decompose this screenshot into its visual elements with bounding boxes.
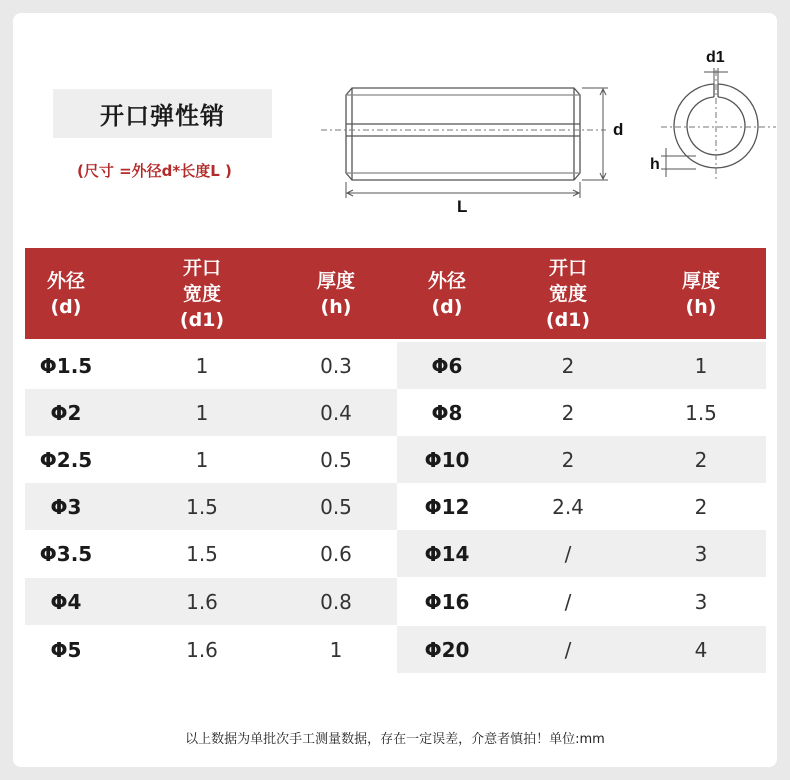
header-outer-diameter: 外径 (d) [46,269,85,318]
cell-outer-diameter-2: Φ20 [424,637,470,662]
table-row [25,436,766,483]
cell-outer-diameter: Φ5 [50,637,82,662]
opening-width-label: d1 [706,49,725,66]
page-title: 开口弹性销 [53,89,272,138]
table-row [25,389,766,436]
cell-opening-width-2: / [564,589,572,614]
cell-outer-diameter-2: Φ12 [424,494,470,519]
cell-thickness: 0.8 [320,589,352,614]
cell-opening-width-2: / [564,541,572,566]
cell-thickness: 1 [329,637,343,662]
cell-outer-diameter-2: Φ8 [431,400,463,425]
diameter-label: d [613,120,624,139]
cell-opening-width-2: 2 [561,400,575,425]
cell-outer-diameter: Φ4 [50,589,82,614]
cell-opening-width: 1.6 [186,637,218,662]
header-opening-width-2: 开口 宽度 (d1) [545,256,591,331]
cell-opening-width: 1.5 [186,494,218,519]
cell-opening-width-2: 2 [561,447,575,472]
cell-thickness-2: 3 [694,541,708,566]
header-outer-diameter-2: 外径 (d) [427,269,466,318]
pin-diagram [316,40,776,220]
cell-opening-width: 1.5 [186,541,218,566]
dimension-note: (尺寸 =外径d*长度L ) [77,162,232,180]
cell-thickness-2: 3 [694,589,708,614]
cell-thickness-2: 1 [694,353,708,378]
cell-outer-diameter-2: Φ6 [431,353,463,378]
cell-outer-diameter: Φ1.5 [39,353,93,378]
thickness-label: h [650,156,660,173]
footer-note: 以上数据为单批次手工测量数据，存在一定误差，介意者慎拍！单位:mm [185,732,605,747]
header-thickness-2: 厚度 (h) [681,269,720,318]
cell-outer-diameter: Φ2 [50,400,82,425]
header-opening-width: 开口 宽度 (d1) [179,256,225,331]
cell-thickness: 0.3 [320,353,352,378]
cell-outer-diameter: Φ2.5 [39,447,93,472]
cell-thickness: 0.6 [320,541,352,566]
cell-opening-width: 1 [195,353,209,378]
cell-thickness: 0.4 [320,400,352,425]
cell-opening-width-2: 2.4 [552,494,584,519]
cell-thickness-2: 1.5 [685,400,717,425]
cell-thickness-2: 2 [694,447,708,472]
pin-side-view [346,88,580,180]
cell-opening-width: 1 [195,400,209,425]
cell-outer-diameter-2: Φ14 [424,541,470,566]
cell-opening-width: 1.6 [186,589,218,614]
header-thickness: 厚度 (h) [316,269,355,318]
table-row [25,483,766,530]
cell-opening-width-2: 2 [561,353,575,378]
cell-opening-width-2: / [564,637,572,662]
cell-outer-diameter: Φ3.5 [39,541,93,566]
cell-thickness: 0.5 [320,494,352,519]
table-row [25,530,766,577]
cell-outer-diameter-2: Φ10 [424,447,470,472]
cell-thickness: 0.5 [320,447,352,472]
table-row [25,626,766,673]
cell-thickness-2: 2 [694,494,708,519]
table-row [25,342,766,389]
table-header [25,248,766,339]
cell-thickness-2: 4 [694,637,708,662]
cell-opening-width: 1 [195,447,209,472]
length-label: L [457,197,468,216]
cell-outer-diameter: Φ3 [50,494,82,519]
cell-outer-diameter-2: Φ16 [424,589,470,614]
table-row [25,578,766,625]
